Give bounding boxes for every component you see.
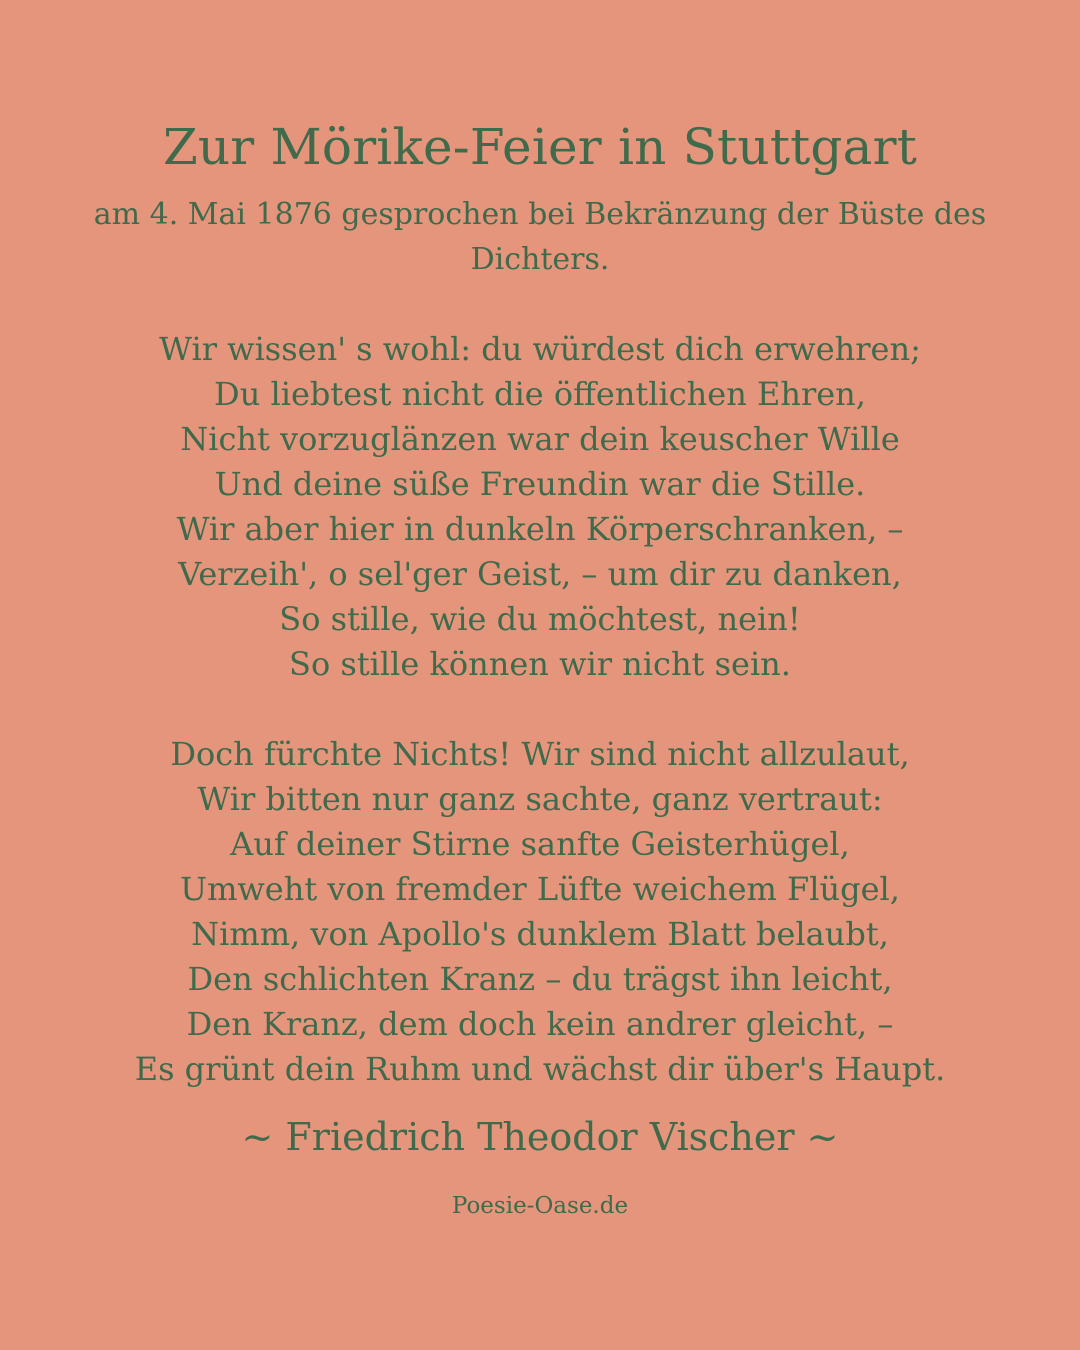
poem-line: Wir bitten nur ganz sachte, ganz vertraut: xyxy=(197,780,883,818)
poem-line: So stille, wie du möchtest, nein! xyxy=(279,600,801,638)
poem-line: Umweht von fremder Lüfte weichem Flügel, xyxy=(180,870,900,908)
poem-line: Es grünt dein Ruhm und wächst dir über's Haupt. xyxy=(134,1050,946,1088)
poem-line: Doch fürchte Nichts! Wir sind nicht allzulaut, xyxy=(170,735,910,773)
poem-body xyxy=(0,327,1080,1092)
poem-line: Wir wissen' s wohl: du würdest dich erwehren; xyxy=(159,330,921,368)
poem-line: Wir aber hier in dunkeln Körperschranken, – xyxy=(176,510,904,548)
poem-line: Den Kranz, dem doch kein andrer gleicht, – xyxy=(186,1005,894,1043)
poem-line: Verzeih', o sel'ger Geist, – um dir zu danken, xyxy=(178,555,902,593)
poem-line: Nimm, von Apollo's dunklem Blatt belaubt, xyxy=(191,915,889,953)
stanza-2 xyxy=(0,732,1080,1092)
poem-subtitle: am 4. Mai 1876 gesprochen bei Bekränzung der Büste des Dichters. xyxy=(93,197,987,277)
poem-line: Auf deiner Stirne sanfte Geisterhügel, xyxy=(230,825,850,863)
stanza-1 xyxy=(0,327,1080,687)
source-site: Poesie-Oase.de xyxy=(451,1193,629,1219)
poem-author: ~ Friedrich Theodor Vischer ~ xyxy=(241,1115,839,1159)
poem-title: Zur Mörike-Feier in Stuttgart xyxy=(162,118,918,176)
poem-line: Du liebtest nicht die öffentlichen Ehren, xyxy=(214,375,866,413)
poem-line: So stille können wir nicht sein. xyxy=(289,645,791,683)
poem-line: Den schlichten Kranz – du trägst ihn leicht, xyxy=(187,960,893,998)
poem-line: Nicht vorzuglänzen war dein keuscher Wille xyxy=(180,420,900,458)
poem-line: Und deine süße Freundin war die Stille. xyxy=(214,465,866,503)
